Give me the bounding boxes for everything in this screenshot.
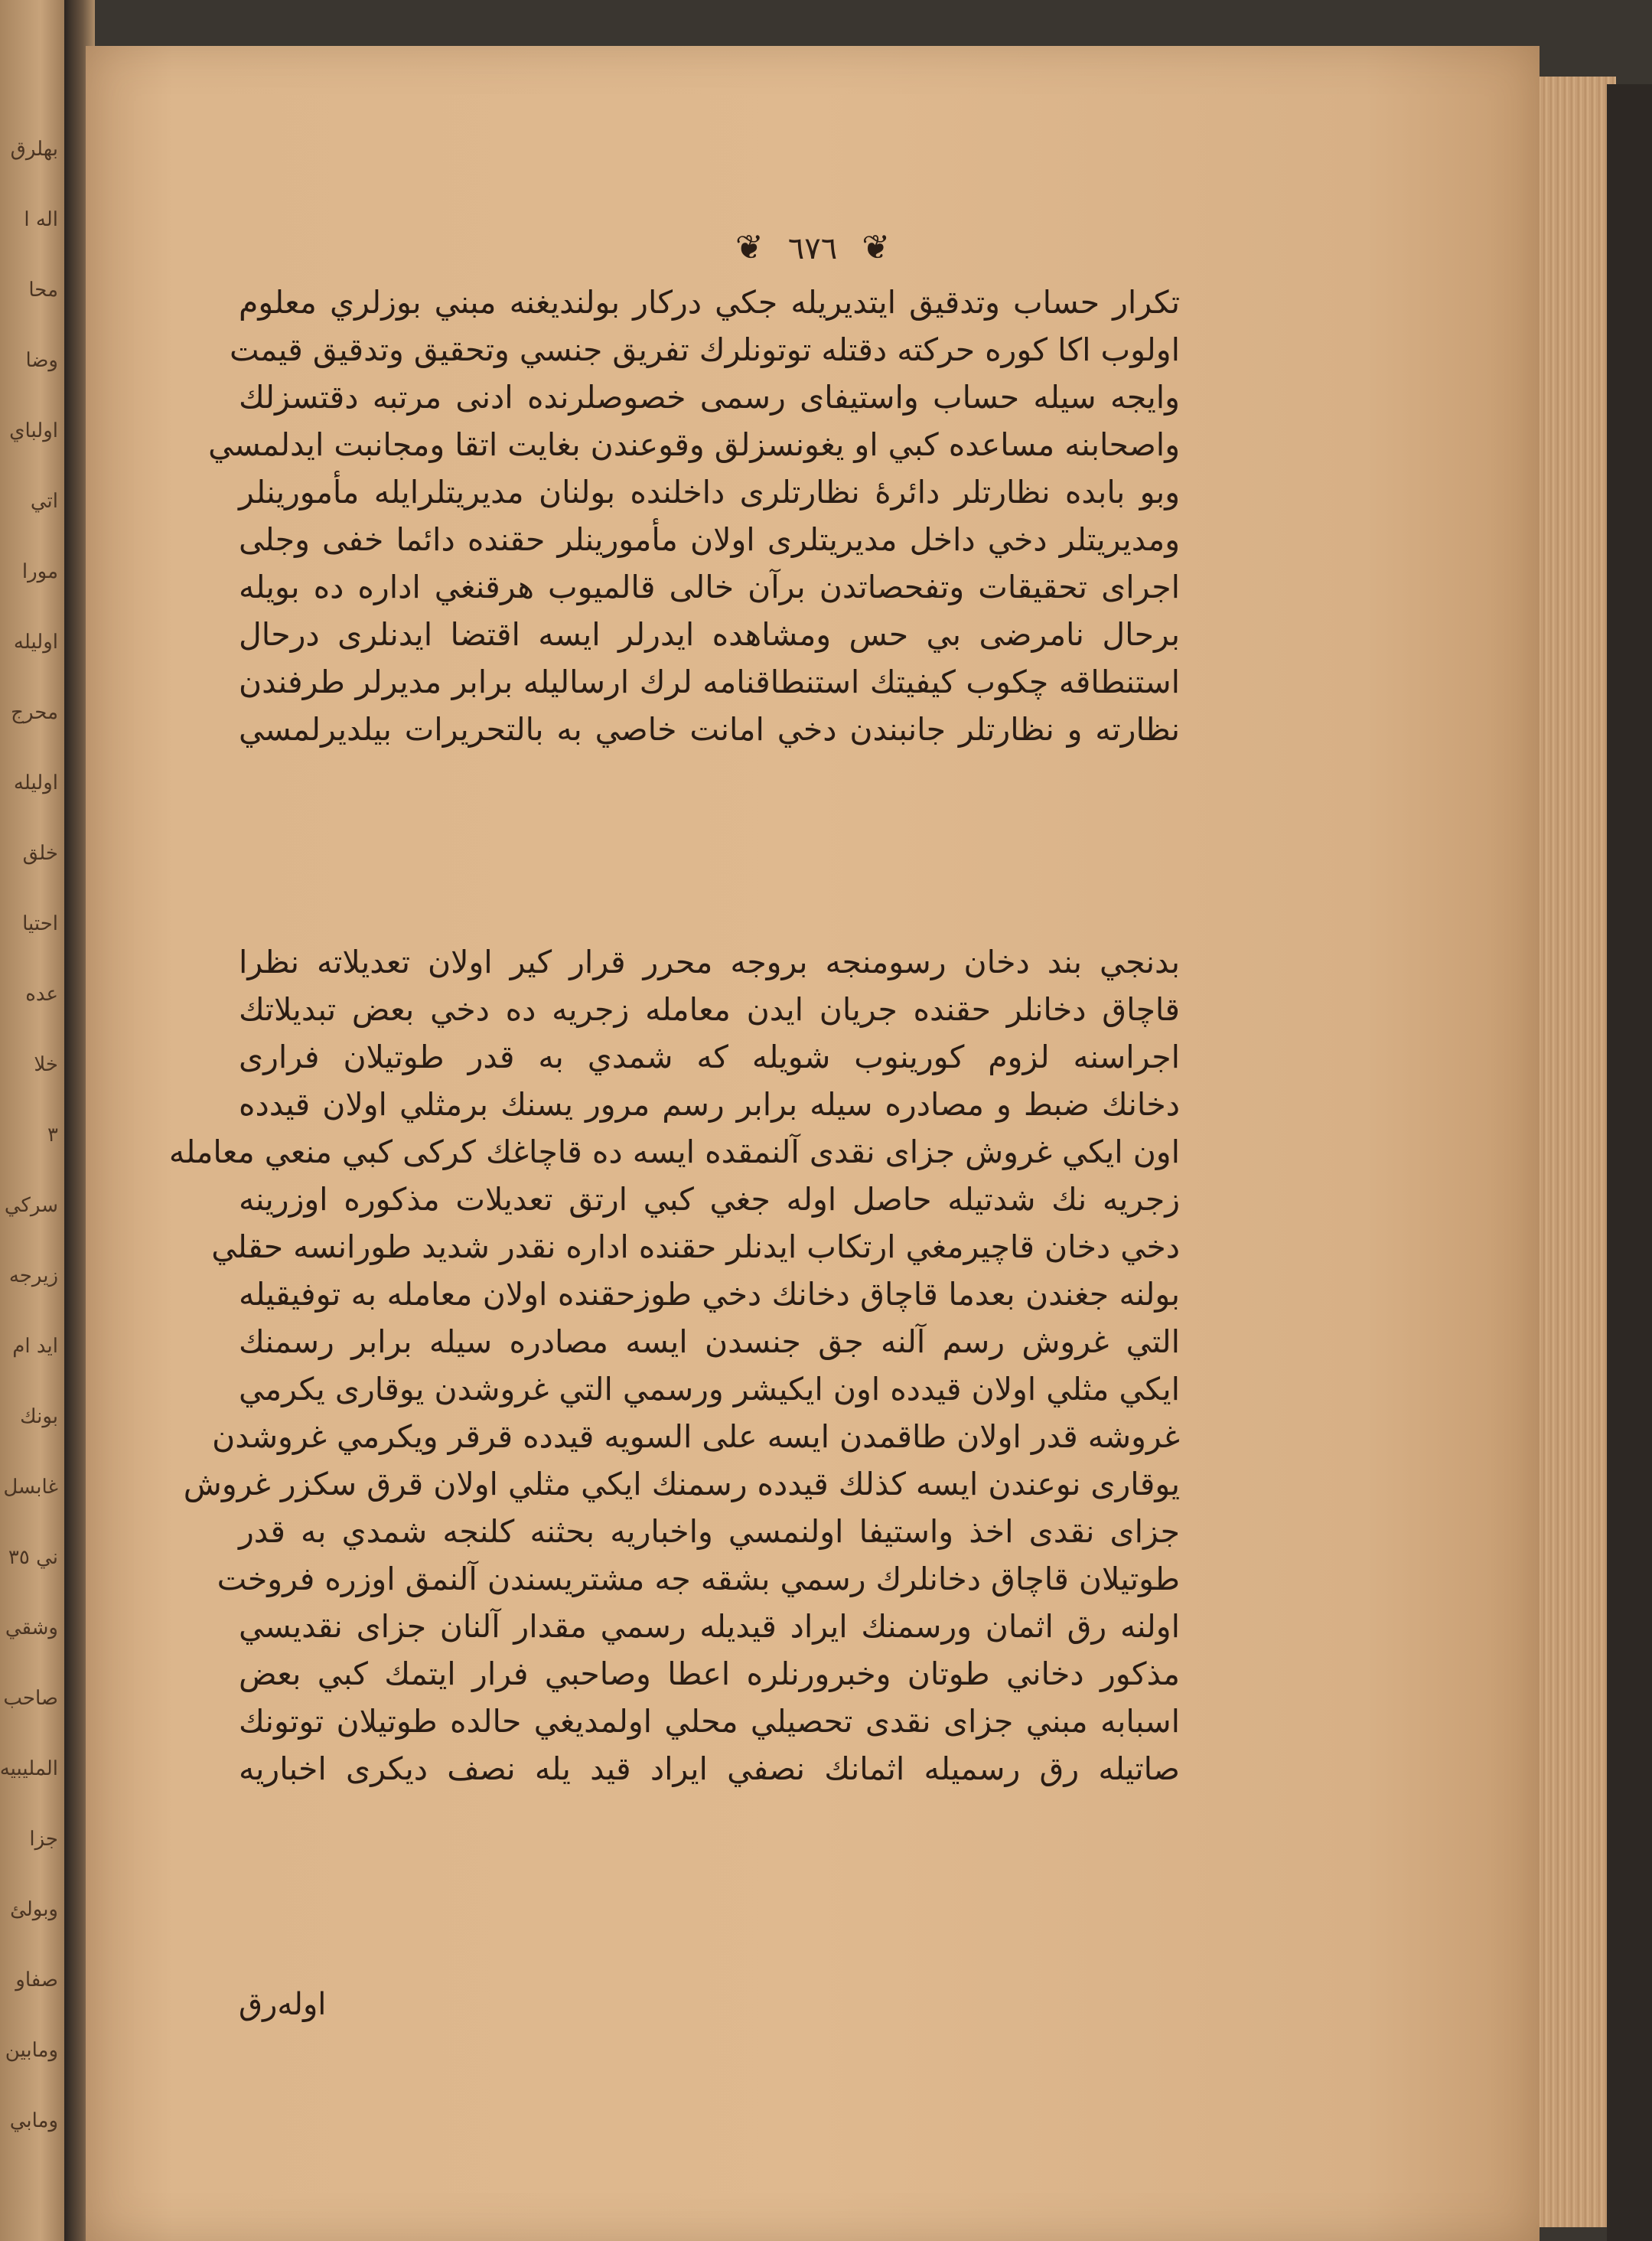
facing-page-fragment: بهلرق xyxy=(10,138,58,161)
text-line: اسبابه مبني جزاى نقدى تحصيلي محلي اولمديغي حالده طوتيلان توتونك xyxy=(239,1703,1180,1740)
facing-page-fragment: احتيا xyxy=(22,912,58,935)
text-line: تكرار حساب وتدقيق ايتديريله جكي دركار بولنديغنه مبني بوزلري معلوم xyxy=(239,284,1180,321)
facing-page-fragment: وضا xyxy=(25,349,58,372)
facing-page-fragment: اتي xyxy=(30,490,58,513)
text-line: برحال نامرضى بي حس ومشاهده ايدرلر ايسه اقتضا ايدنلرى درحال xyxy=(239,616,1180,653)
text-line: التي غروش رسم آلنه جق جنسدن ايسه مصادره سيله برابر رسمنك xyxy=(239,1323,1180,1360)
facing-page-fragment: سركي xyxy=(4,1194,58,1217)
facing-page-fragment: بونك xyxy=(20,1405,58,1428)
text-line: بدنجي بند دخان رسومنجه بروجه محرر قرار كير اولان تعديلاته نظرا xyxy=(239,944,1180,980)
facing-page-fragment: اوليله xyxy=(13,771,58,794)
facing-page-fragment: اوليله xyxy=(13,631,58,654)
text-line: مذكور دخاني طوتان وخبرورنلره اعطا وصاحبي فرار ايتمك كبي بعض xyxy=(239,1655,1180,1692)
text-line: اجراى تحقيقات وتفحصاتدن برآن خالى قالميوب هرقنغي اداره ده بويله xyxy=(239,569,1180,605)
text-line: غروشه قدر اولان طاقمدن ايسه على السويه قيدده قرقر ويكرمي غروشدن xyxy=(212,1418,1180,1455)
facing-page-fragment: ني ٣٥ xyxy=(8,1546,58,1569)
paragraph-1 xyxy=(208,279,1180,753)
background-edge xyxy=(1607,84,1652,2241)
facing-page-fragment: صاحب xyxy=(3,1687,58,1710)
text-line: استنطاقه چكوب كيفيتك استنطاقنامه لرك ارساليله برابر مديرلر طرفندن xyxy=(239,664,1180,700)
facing-page-fragment: اله ا xyxy=(24,208,58,231)
book-page xyxy=(86,46,1540,2241)
facing-page-fragment: محا xyxy=(28,279,58,302)
facing-page-fragment: زيرجه xyxy=(8,1264,58,1287)
text-line: دخي دخان قاچيرمغي ارتكاب ايدنلر حقنده اداره نقدر شديد طورانسه حقلي xyxy=(211,1228,1180,1265)
text-line: اون ايكي غروش جزاى نقدى آلنمقده ايسه ده قاچاغك كركى كبي منعي معامله xyxy=(168,1134,1180,1170)
facing-page-fragment: ومابين xyxy=(5,2039,58,2062)
facing-page-fragment: خلا xyxy=(34,1053,58,1076)
facing-page-fragment: خلق xyxy=(22,842,58,865)
ornament-right-icon: ❦ xyxy=(862,228,891,267)
facing-page-fragment: المليبيه xyxy=(0,1757,58,1780)
page-header xyxy=(86,228,1540,267)
text-line: جزاى نقدى اخذ واستيفا اولنمسي واخباريه بحثنه كلنجه شمدي به قدر xyxy=(239,1513,1180,1550)
text-line: اولنه رق اثمان ورسمنك ايراد قيديله رسمي مقدار آلنان جزاى نقديسي xyxy=(239,1608,1180,1645)
facing-page-fragment: اولباي xyxy=(9,419,58,442)
facing-page-fragment: ايد ام xyxy=(12,1335,58,1358)
text-line: واصحابنه مساعده كبي او يغونسزلق وقوعندن بغايت اتقا ومجانبت ايدلمسي xyxy=(208,426,1180,463)
text-line: قاچاق دخانلر حقنده جريان ايدن معامله زجريه ده دخي بعض تبديلاتك xyxy=(239,991,1180,1028)
text-line: وبو بابده نظارتلر دائرۀ نظارتلرى داخلنده بولنان مديريتلرايله مأمورينلر xyxy=(239,474,1180,511)
facing-page-fragment: وشقي xyxy=(5,1616,58,1639)
text-line: اجراسنه لزوم كورينوب شويله كه شمدي به قدر طوتيلان فرارى xyxy=(239,1039,1180,1075)
page-number: ٦٧٦ xyxy=(787,231,838,266)
text-line: صاتيله رق رسميله اثمانك نصفي ايراد قيد يله نصف ديكرى اخباريه xyxy=(239,1750,1180,1787)
facing-page-fragment: محرج xyxy=(11,701,58,724)
text-line: ايكي مثلي اولان قيدده اون ايكيشر ورسمي التي غروشدن يوقارى يكرمي xyxy=(239,1371,1180,1408)
text-line: زجريه نك شدتيله حاصل اوله جغي كبي ارتق تعديلات مذكوره اوزرينه xyxy=(239,1181,1180,1218)
facing-page-sliver xyxy=(0,0,73,2241)
text-line: وايجه سيله حساب واستيفاى رسمى خصوصلرنده ادنى مرتبه دقتسزلك xyxy=(239,379,1180,416)
catchword: اولەرق xyxy=(239,1987,327,2022)
facing-page-fragment: غابسل xyxy=(3,1476,58,1499)
ornament-left-icon: ❦ xyxy=(735,228,764,267)
text-line: بولنه جغندن بعدما قاچاق دخانك دخي طوزحقنده اولان معامله به توفيقيله xyxy=(239,1276,1180,1313)
facing-page-fragment: وبولئ xyxy=(10,1898,58,1921)
text-line: ومديريتلر دخي داخل مديريتلرى اولان مأمورينلر حقنده دائما خفى وجلى xyxy=(239,521,1180,558)
facing-page-fragment: مورا xyxy=(21,560,58,583)
text-line: اولوب اكا كوره حركته دقتله توتونلرك تفريق جنسي وتحقيق وتدقيق قيمت xyxy=(229,331,1180,368)
text-line: نظارته و نظارتلر جانبندن دخي امانت خاصي به بالتحريرات بيلديرلمسي xyxy=(239,711,1180,748)
facing-page-fragment: ٣ xyxy=(47,1124,58,1147)
paragraph-2 xyxy=(168,938,1180,1792)
facing-page-fragment: جزا xyxy=(29,1828,58,1851)
text-line: يوقارى نوعندن ايسه كذلك قيدده رسمنك ايكي مثلي اولان قرق سكزر غروش xyxy=(183,1466,1180,1502)
page-footer xyxy=(239,1987,1180,2022)
facing-page-fragment: عده xyxy=(25,983,58,1006)
facing-page-fragment: صفاو xyxy=(15,1969,58,1991)
text-line: طوتيلان قاچاق دخانلرك رسمي بشقه جه مشتريسندن آلنمق اوزره فروخت xyxy=(217,1561,1180,1597)
facing-page-fragment: ومابي xyxy=(9,2109,58,2132)
text-line: دخانك ضبط و مصادره سيله برابر رسم مرور يسنك برمثلي اولان قيدده xyxy=(239,1086,1180,1123)
